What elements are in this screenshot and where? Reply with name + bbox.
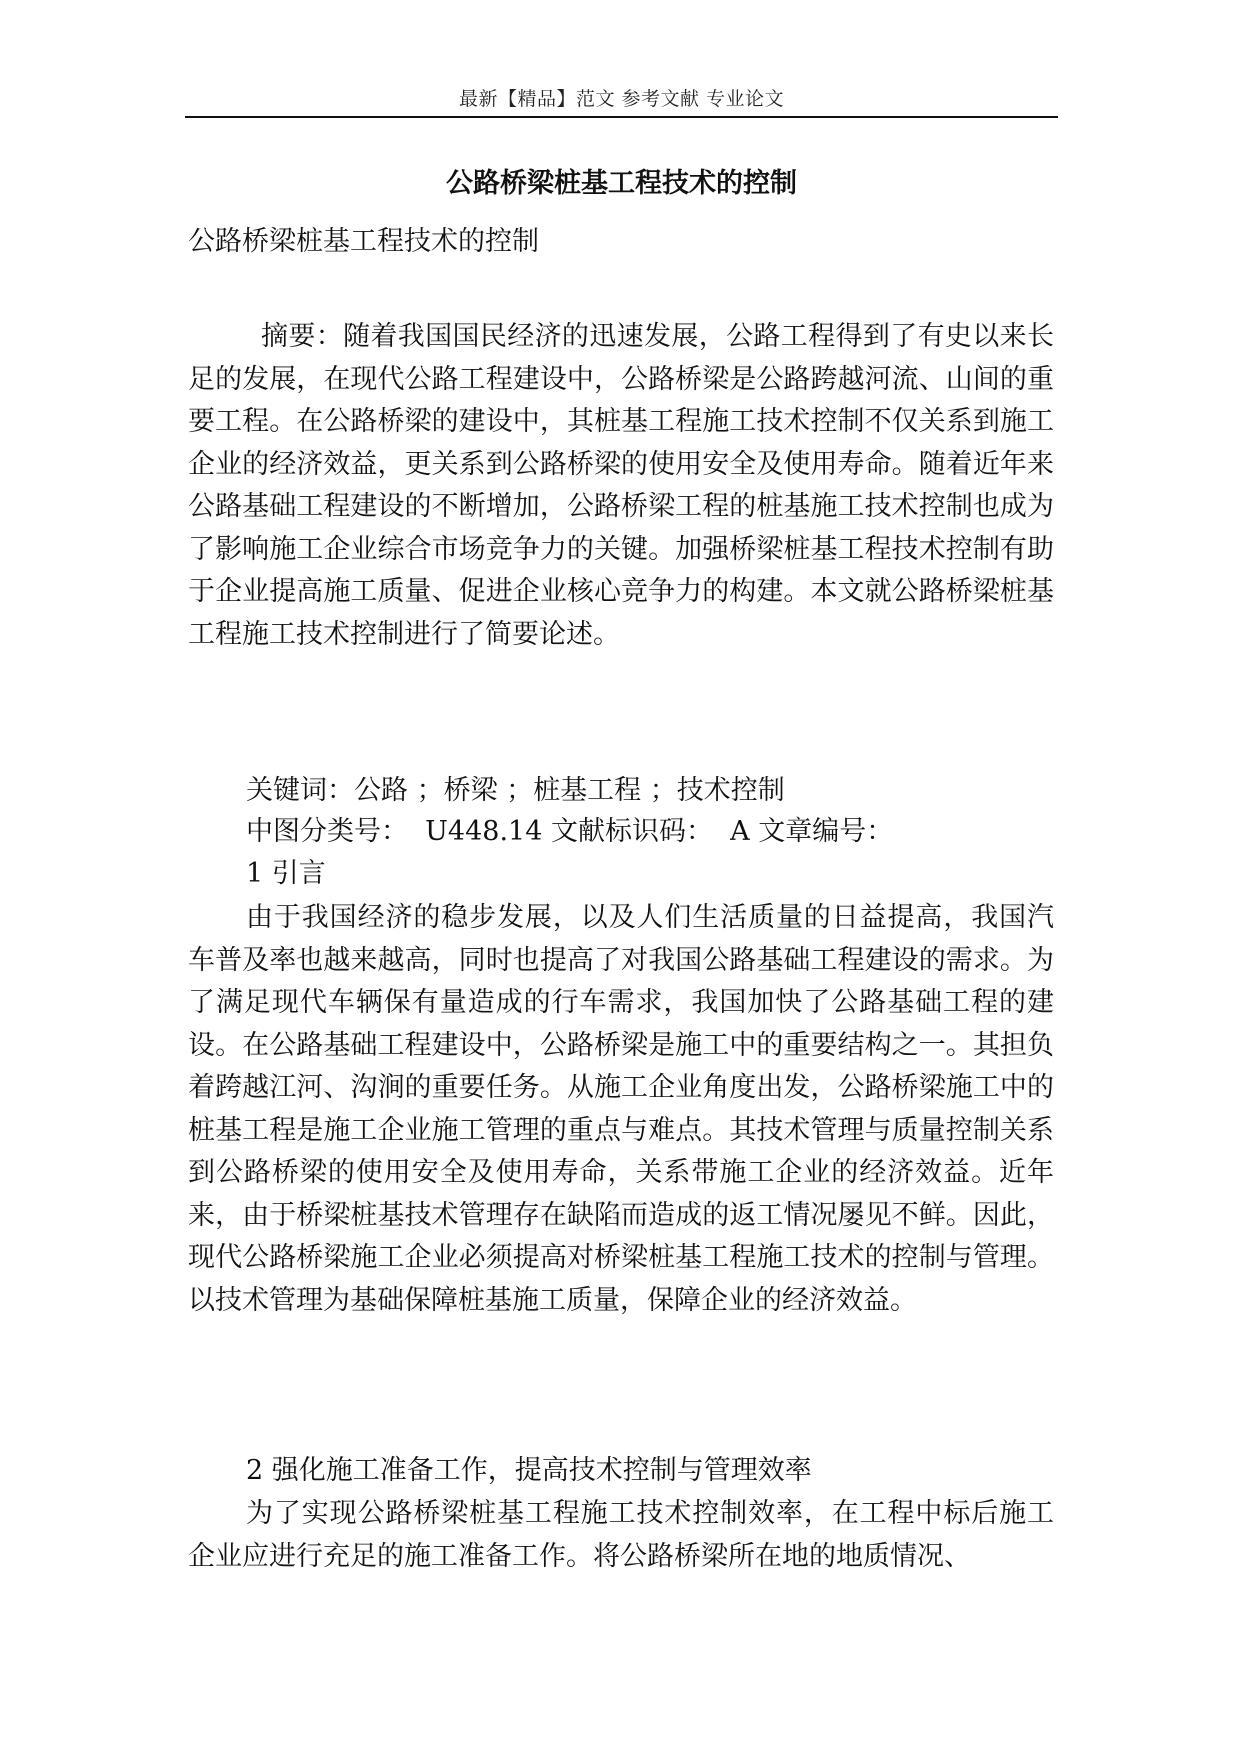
section-2-heading: 2 强化施工准备工作，提高技术控制与管理效率	[246, 1455, 812, 1486]
header-divider	[185, 116, 1058, 118]
abstract-paragraph: 摘要：随着我国国民经济的迅速发展，公路工程得到了有史以来长足的发展，在现代公路工程建设中，公路桥梁是公路跨越河流、山间的重要工程。在公路桥梁的建设中，其桩基工程施工技术控制不仅关系到施工企业的经济效益，更关系到公路桥梁的使用安全及使用寿命。随着近年来公路基础工程建设的不断增加，公路桥梁工程的桩基施工技术控制也成为了影响施工企业综合市场竞争力的关键。加强桥梁桩基工程技术控制有助于企业提高施工质量、促进企业核心竞争力的构建。本文就公路桥梁桩基工程施工技术控制进行了简要论述。	[188, 321, 1054, 650]
section-1-paragraph: 由于我国经济的稳步发展，以及人们生活质量的日益提高，我国汽车普及率也越来越高，同时也提高了对我国公路基础工程建设的需求。为了满足现代车辆保有量造成的行车需求，我国加快了公路基础工程的建设。在公路基础工程建设中，公路桥梁是施工中的重要结构之一。其担负着跨越江河、沟涧的重要任务。从施工企业角度出发，公路桥梁施工中的桩基工程是施工企业施工管理的重点与难点。其技术管理与质量控制关系到公路桥梁的使用安全及使用寿命，关系带施工企业的经济效益。近年来，由于桥梁桩基技术管理存在缺陷而造成的返工情况屡见不鲜。因此，现代公路桥梁施工企业必须提高对桥梁桩基工程施工技术的控制与管理。以技术管理为基础保障桩基施工质量，保障企业的经济效益。	[188, 902, 1054, 1316]
page-header: 最新【精品】范文 参考文献 专业论文	[458, 88, 785, 110]
section-1-heading: 1 引言	[246, 858, 326, 889]
keywords-line: 关键词：公路 ；桥梁 ；桩基工程 ；技术控制	[246, 775, 785, 806]
document-subtitle: 公路桥梁桩基工程技术的控制	[188, 226, 539, 257]
section-2-paragraph: 为了实现公路桥梁桩基工程施工技术控制效率，在工程中标后施工企业应进行充足的施工准备工作。将公路桥梁所在地的地质情况、	[188, 1498, 1054, 1572]
document-title: 公路桥梁桩基工程技术的控制	[446, 168, 797, 199]
classification-line: 中图分类号： U448.14 文献标识码： A 文章编号：	[246, 816, 894, 847]
